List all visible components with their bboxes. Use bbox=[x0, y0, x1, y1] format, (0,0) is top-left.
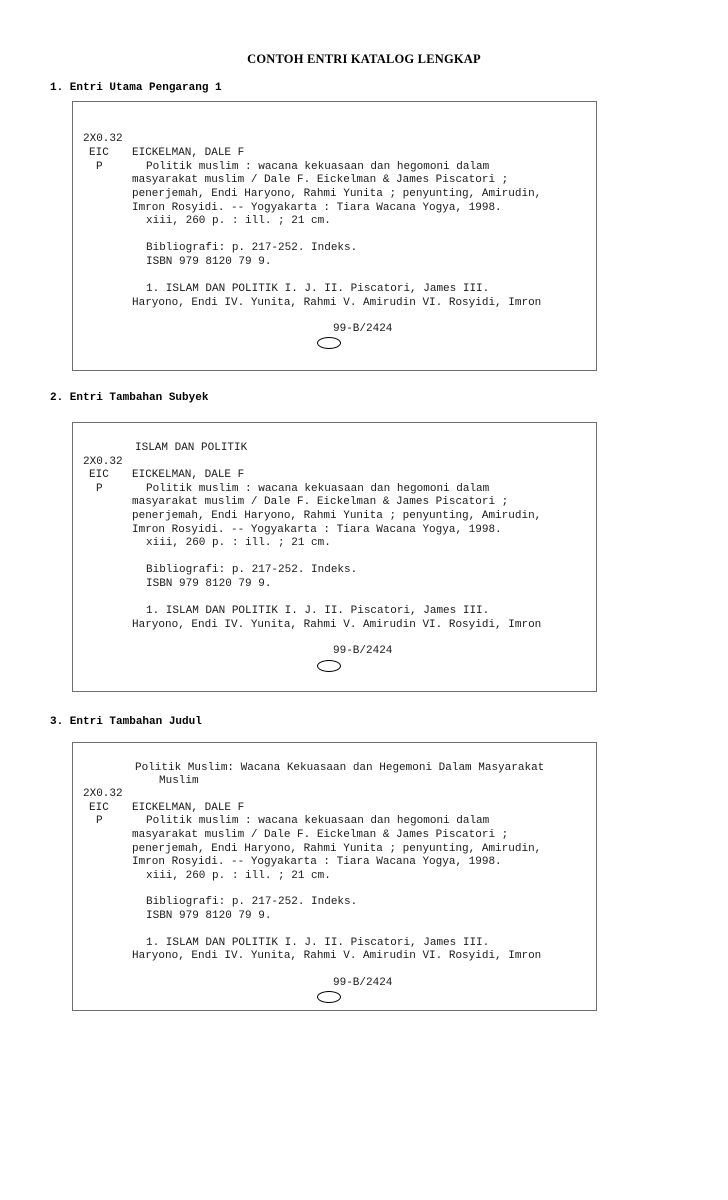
section-heading-subject-entry: 2. Entri Tambahan Subyek bbox=[50, 392, 209, 404]
isbn-note: ISBN 979 8120 79 9. bbox=[146, 910, 272, 922]
section-heading-title-entry: 3. Entri Tambahan Judul bbox=[50, 716, 202, 728]
card-hole-icon bbox=[317, 660, 341, 672]
isbn-note: ISBN 979 8120 79 9. bbox=[146, 578, 272, 590]
call-number-title: P bbox=[96, 483, 103, 495]
title-statement-line-1: Politik muslim : wacana kekuasaan dan hegomoni dalam bbox=[146, 483, 490, 495]
call-number-class: 2X0.32 bbox=[83, 788, 123, 800]
collation: xiii, 260 p. : ill. ; 21 cm. bbox=[146, 537, 331, 549]
title-statement-line-3: penerjemah, Endi Haryono, Rahmi Yunita ; penyunting, Amirudin, bbox=[132, 188, 542, 200]
tracing-line-1: 1. ISLAM DAN POLITIK I. J. II. Piscatori, James III. bbox=[146, 283, 490, 295]
title-statement-line-4: Imron Rosyidi. -- Yogyakarta : Tiara Wacana Yogya, 1998. bbox=[132, 202, 502, 214]
collation: xiii, 260 p. : ill. ; 21 cm. bbox=[146, 215, 331, 227]
tracing-line-1: 1. ISLAM DAN POLITIK I. J. II. Piscatori, James III. bbox=[146, 605, 490, 617]
title-statement-line-1: Politik muslim : wacana kekuasaan dan hegomoni dalam bbox=[146, 161, 490, 173]
title-added-heading-line-1: Politik Muslim: Wacana Kekuasaan dan Hegemoni Dalam Masyarakat bbox=[135, 762, 545, 774]
title-statement-line-4: Imron Rosyidi. -- Yogyakarta : Tiara Wacana Yogya, 1998. bbox=[132, 524, 502, 536]
title-statement-line-2: masyarakat muslim / Dale F. Eickelman & James Piscatori ; bbox=[132, 496, 509, 508]
title-statement-line-1: Politik muslim : wacana kekuasaan dan hegomoni dalam bbox=[146, 815, 490, 827]
catalog-card-author-entry bbox=[72, 101, 597, 371]
subject-heading: ISLAM DAN POLITIK bbox=[135, 442, 248, 454]
title-statement-line-3: penerjemah, Endi Haryono, Rahmi Yunita ; penyunting, Amirudin, bbox=[132, 510, 542, 522]
bibliography-note: Bibliografi: p. 217-252. Indeks. bbox=[146, 242, 358, 254]
call-number-author: EIC bbox=[89, 469, 109, 481]
accession-number: 99-B/2424 bbox=[333, 323, 393, 335]
catalog-card-subject-entry bbox=[72, 422, 597, 692]
accession-number: 99-B/2424 bbox=[333, 645, 393, 657]
card-hole-icon bbox=[317, 337, 341, 349]
call-number-title: P bbox=[96, 815, 103, 827]
title-statement-line-4: Imron Rosyidi. -- Yogyakarta : Tiara Wacana Yogya, 1998. bbox=[132, 856, 502, 868]
call-number-class: 2X0.32 bbox=[83, 133, 123, 145]
isbn-note: ISBN 979 8120 79 9. bbox=[146, 256, 272, 268]
bibliography-note: Bibliografi: p. 217-252. Indeks. bbox=[146, 896, 358, 908]
title-statement-line-2: masyarakat muslim / Dale F. Eickelman & James Piscatori ; bbox=[132, 174, 509, 186]
call-number-title: P bbox=[96, 161, 103, 173]
tracing-line-1: 1. ISLAM DAN POLITIK I. J. II. Piscatori, James III. bbox=[146, 937, 490, 949]
title-added-heading-line-2: Muslim bbox=[159, 775, 199, 787]
call-number-author: EIC bbox=[89, 802, 109, 814]
card-hole-icon bbox=[317, 991, 341, 1003]
call-number-class: 2X0.32 bbox=[83, 456, 123, 468]
author-heading: EICKELMAN, DALE F bbox=[132, 147, 245, 159]
accession-number: 99-B/2424 bbox=[333, 977, 393, 989]
call-number-author: EIC bbox=[89, 147, 109, 159]
tracing-line-2: Haryono, Endi IV. Yunita, Rahmi V. Amirudin VI. Rosyidi, Imron bbox=[132, 950, 542, 962]
catalog-card-title-entry bbox=[72, 742, 597, 1011]
title-statement-line-3: penerjemah, Endi Haryono, Rahmi Yunita ; penyunting, Amirudin, bbox=[132, 843, 542, 855]
bibliography-note: Bibliografi: p. 217-252. Indeks. bbox=[146, 564, 358, 576]
author-heading: EICKELMAN, DALE F bbox=[132, 469, 245, 481]
section-heading-author-entry: 1. Entri Utama Pengarang 1 bbox=[50, 82, 222, 94]
tracing-line-2: Haryono, Endi IV. Yunita, Rahmi V. Amirudin VI. Rosyidi, Imron bbox=[132, 619, 542, 631]
author-heading: EICKELMAN, DALE F bbox=[132, 802, 245, 814]
tracing-line-2: Haryono, Endi IV. Yunita, Rahmi V. Amirudin VI. Rosyidi, Imron bbox=[132, 297, 542, 309]
title-statement-line-2: masyarakat muslim / Dale F. Eickelman & James Piscatori ; bbox=[132, 829, 509, 841]
page-title: CONTOH ENTRI KATALOG LENGKAP bbox=[247, 52, 481, 66]
collation: xiii, 260 p. : ill. ; 21 cm. bbox=[146, 870, 331, 882]
